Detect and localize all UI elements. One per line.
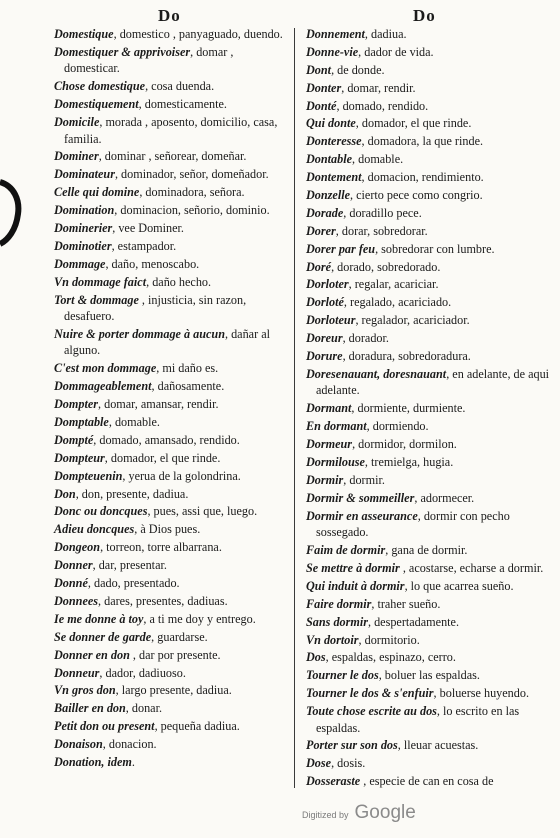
entry-headword: Dormir	[306, 472, 344, 487]
entry-translation: , donacion.	[102, 737, 157, 752]
entry-translation: , dorar, sobredorar.	[335, 223, 428, 238]
entry-translation: , dominacion, señorio, dominio.	[114, 203, 270, 218]
entry-translation: .	[131, 754, 135, 769]
entry-translation: , domar, rendir.	[341, 80, 416, 95]
entry-translation: , domesticamente.	[138, 97, 227, 112]
entry-headword: Dose	[306, 756, 332, 771]
entry-headword: Donné	[54, 576, 88, 591]
entry-headword: Dorer par feu	[306, 241, 376, 256]
entry-translation: , tremielga, hugia.	[364, 454, 454, 469]
entry-translation: , dormir.	[343, 472, 385, 487]
dictionary-entry	[50, 539, 288, 556]
entry-headword: Bailler en don	[54, 701, 126, 716]
dictionary-entry	[50, 682, 288, 699]
entry-headword: Dontement	[306, 170, 362, 185]
dictionary-entry	[302, 26, 552, 43]
entry-translation: , dadiua.	[364, 27, 407, 41]
dictionary-entry	[50, 220, 288, 237]
entry-translation: , domador, el que rinde.	[104, 450, 221, 465]
entry-headword: Dontable	[306, 152, 353, 167]
entry-translation: , dorado, sobredorado.	[331, 259, 441, 274]
entry-headword: Donnement	[306, 27, 365, 41]
entry-headword: Domestiquement	[54, 97, 139, 112]
dictionary-entry	[50, 521, 288, 538]
entry-translation: , dormir con pecho sossegado.	[316, 508, 510, 540]
dictionary-entry	[50, 202, 288, 219]
entry-headword: Se mettre à dormir	[306, 560, 400, 575]
dictionary-entry	[302, 294, 552, 311]
dictionary-entry	[302, 151, 552, 168]
entry-translation: , largo presente, dadiua.	[115, 683, 232, 698]
entry-translation: , dar, presentar.	[92, 558, 167, 573]
dictionary-entry	[50, 166, 288, 183]
entry-translation: , dañar al alguno.	[64, 326, 270, 358]
entry-headword: Toute chose escrite au dos	[306, 704, 437, 719]
dictionary-entry	[50, 26, 288, 43]
entry-headword: Donté	[306, 98, 337, 113]
dictionary-entry	[302, 44, 552, 61]
entry-headword: Nuire & porter dommage à aucun	[54, 326, 225, 341]
entry-headword: Dormant	[306, 401, 352, 416]
entry-headword: Faim de dormir	[306, 543, 386, 558]
right-column	[302, 26, 552, 791]
entry-headword: C'est mon dommage	[54, 361, 157, 376]
digitized-by-label: Digitized by	[302, 810, 349, 820]
entry-headword: En dormant	[306, 419, 367, 434]
entry-headword: Donaison	[54, 737, 103, 752]
entry-translation: , yerua de la golondrina.	[122, 468, 241, 483]
dictionary-entry	[302, 490, 552, 507]
entry-translation: , doradura, sobredoradura.	[342, 349, 471, 364]
entry-headword: Qui donte	[306, 116, 356, 131]
dictionary-entry	[50, 114, 288, 147]
dictionary-entry	[50, 292, 288, 325]
entry-headword: Dominerier	[54, 221, 113, 236]
entry-translation: , vee Dominer.	[112, 221, 184, 236]
dictionary-entry	[302, 436, 552, 453]
entry-headword: Dompter	[54, 397, 99, 412]
entry-headword: Dominateur	[54, 167, 115, 182]
left-column	[50, 26, 288, 772]
entry-translation: , regalador, acariciador.	[355, 313, 470, 328]
dictionary-entry	[50, 96, 288, 113]
google-watermark	[302, 802, 416, 824]
dictionary-entry	[302, 773, 552, 790]
running-header-right: Do	[413, 6, 436, 25]
entry-translation: , dominar , señorear, domeñar.	[98, 149, 247, 164]
entry-headword: Dorloté	[306, 295, 344, 310]
dictionary-entry	[302, 169, 552, 186]
entry-translation: , domar, amansar, rendir.	[98, 397, 219, 412]
entry-headword: Donne-vie	[306, 44, 359, 59]
dictionary-entry	[50, 238, 288, 255]
entry-headword: Tourner le dos & s'enfuir	[306, 686, 434, 701]
dictionary-entry	[302, 472, 552, 489]
dictionary-entry	[302, 596, 552, 613]
entry-headword: Dommage	[54, 256, 106, 271]
running-header-left: Do	[158, 6, 181, 25]
entry-headword: Tort & dommage	[54, 292, 139, 307]
entry-headword: Domicile	[54, 115, 100, 130]
entry-headword: Dompté	[54, 432, 94, 447]
dictionary-entry	[50, 378, 288, 395]
entry-headword: Petit don ou present	[54, 719, 155, 734]
entry-headword: Dominotier	[54, 238, 112, 253]
dictionary-entry	[50, 486, 288, 503]
entry-headword: Dormir en asseurance	[306, 508, 418, 523]
entry-headword: Don	[54, 486, 76, 501]
entry-headword: Dont	[306, 62, 332, 77]
dictionary-entry	[302, 454, 552, 471]
entry-translation: , domestico , panyaguado, duendo.	[113, 27, 283, 41]
entry-translation: , doradillo pece.	[343, 205, 422, 220]
entry-translation: , lo escrito en las espaldas.	[316, 704, 520, 735]
bleed-through-mark	[0, 178, 24, 248]
entry-headword: Donneur	[54, 665, 100, 680]
entry-translation: , dormiendo.	[366, 419, 429, 434]
dictionary-entry	[302, 508, 552, 541]
entry-translation: , cierto pece como congrio.	[350, 188, 483, 203]
dictionary-entry	[302, 312, 552, 329]
entry-translation: , de donde.	[331, 62, 385, 77]
dictionary-entry	[302, 241, 552, 258]
column-divider	[294, 28, 295, 788]
dictionary-entry	[302, 205, 552, 222]
entry-headword: Faire dormir	[306, 596, 372, 611]
entry-headword: Dos	[306, 650, 326, 665]
entry-headword: Donteresse	[306, 134, 362, 149]
dictionary-entry	[302, 614, 552, 631]
entry-headword: Dompteur	[54, 450, 105, 465]
entry-translation: , dañosamente.	[151, 379, 225, 394]
dictionary-entry	[302, 632, 552, 649]
dictionary-entry	[50, 450, 288, 467]
entry-headword: Domination	[54, 203, 115, 218]
dictionary-entry	[302, 755, 552, 772]
entry-translation: , lleuar acuestas.	[397, 738, 479, 753]
dictionary-entry	[50, 326, 288, 359]
entry-headword: Dorloter	[306, 277, 349, 292]
entry-translation: , regalado, acariciado.	[343, 295, 452, 310]
entry-translation: , daño, menoscabo.	[105, 256, 200, 271]
entry-translation: , morada , aposento, domicilio, casa, familia.	[64, 115, 278, 146]
entry-headword: Dorure	[306, 349, 343, 364]
entry-headword: Dormilouse	[306, 454, 365, 469]
dictionary-entry	[50, 414, 288, 431]
entry-headword: Dormeur	[306, 437, 353, 452]
entry-translation: , en adelante, de aqui adelante.	[316, 366, 550, 398]
dictionary-entry	[50, 432, 288, 449]
dictionary-entry	[50, 256, 288, 273]
entry-translation: , domadora, la que rinde.	[361, 134, 484, 149]
entry-headword: Vn gros don	[54, 683, 116, 698]
dictionary-entry	[50, 611, 288, 628]
entry-translation: , dormidor, dormilon.	[352, 437, 457, 452]
dictionary-entry	[302, 649, 552, 666]
entry-headword: Donner en don	[54, 647, 130, 662]
entry-translation: , sobredorar con lumbre.	[375, 241, 495, 256]
entry-headword: Dominer	[54, 149, 99, 164]
dictionary-entry	[302, 578, 552, 595]
dictionary-entry	[50, 647, 288, 664]
entry-headword: Domptable	[54, 415, 109, 430]
dictionary-entry	[50, 718, 288, 735]
entry-translation: , domacion, rendimiento.	[361, 170, 484, 185]
entry-translation: , dador de vida.	[358, 44, 434, 59]
entry-translation: , acostarse, echarse a dormir.	[399, 560, 544, 575]
dictionary-entry	[302, 133, 552, 150]
dictionary-entry	[302, 115, 552, 132]
entry-translation: , boluer las espaldas.	[378, 668, 480, 683]
dictionary-entry	[50, 360, 288, 377]
entry-translation: , lo que acarrea sueño.	[404, 578, 514, 593]
entry-translation: , a ti me doy y entrego.	[143, 611, 256, 626]
dictionary-entry	[50, 575, 288, 592]
entry-headword: Donnees	[54, 593, 99, 608]
entry-headword: Domestiquer & apprivoiser	[54, 44, 191, 59]
entry-translation: , espaldas, espinazo, cerro.	[325, 650, 456, 665]
entry-translation: , boluerse huyendo.	[433, 686, 529, 701]
dictionary-entry	[302, 366, 552, 399]
entry-translation: , pequeña dadiua.	[154, 719, 240, 734]
entry-translation: , especie de can en cosa de	[360, 774, 494, 789]
entry-translation: , domable.	[108, 415, 160, 430]
entry-translation: , cosa duenda.	[145, 79, 215, 94]
entry-translation: , dormitorio.	[358, 632, 420, 647]
entry-translation: , torreon, torre albarrana.	[100, 540, 222, 555]
entry-translation: , gana de dormir.	[385, 543, 468, 558]
entry-headword: Qui induit à dormir	[306, 578, 405, 593]
dictionary-entry	[50, 396, 288, 413]
entry-translation: , injusticia, sin razon, desafuero.	[64, 292, 247, 324]
dictionary-entry	[50, 44, 288, 77]
dictionary-entry	[302, 400, 552, 417]
dictionary-entry	[50, 557, 288, 574]
dictionary-entry	[50, 184, 288, 201]
entry-translation: , despertadamente.	[367, 614, 460, 629]
entry-headword: Dommageablement	[54, 379, 152, 394]
entry-headword: Tourner le dos	[306, 668, 379, 683]
entry-translation: , à Dios pues.	[134, 522, 201, 537]
entry-translation: , dormiente, durmiente.	[351, 401, 466, 416]
google-logo-text: Google	[354, 802, 416, 823]
entry-translation: , domado, rendido.	[336, 98, 429, 113]
dictionary-entry	[50, 754, 288, 771]
dictionary-entry	[50, 736, 288, 753]
dictionary-entry	[302, 187, 552, 204]
entry-headword: Doresenauant, doresnauant	[306, 366, 447, 381]
entry-translation: , traher sueño.	[371, 596, 441, 611]
entry-translation: , domar , domesticar.	[64, 44, 234, 76]
entry-translation: , dorador.	[342, 331, 389, 346]
dictionary-entry	[50, 503, 288, 520]
entry-headword: Dormir & sommeiller	[306, 490, 415, 505]
entry-headword: Donner	[54, 558, 93, 573]
entry-headword: Donter	[306, 80, 342, 95]
entry-translation: , mi daño es.	[156, 361, 219, 376]
entry-headword: Se donner de garde	[54, 629, 152, 644]
entry-translation: , regalar, acariciar.	[348, 277, 439, 292]
entry-translation: , dares, presentes, dadiuas.	[98, 593, 228, 608]
entry-translation: , dominador, señor, domeñador.	[114, 167, 269, 182]
dictionary-entry	[50, 468, 288, 485]
dictionary-entry	[302, 223, 552, 240]
entry-headword: Vn dortoir	[306, 632, 359, 647]
dictionary-entry	[50, 148, 288, 165]
entry-translation: , dador, dadiuoso.	[99, 665, 186, 680]
entry-translation: , dosis.	[331, 756, 366, 771]
entry-headword: Celle qui domine	[54, 185, 140, 200]
dictionary-entry	[50, 700, 288, 717]
entry-headword: Dorer	[306, 223, 336, 238]
entry-translation: , dar por presente.	[129, 647, 221, 662]
dictionary-entry	[302, 542, 552, 559]
entry-translation: , donar.	[125, 701, 162, 716]
dictionary-entry	[50, 593, 288, 610]
entry-translation: , domador, el que rinde.	[355, 116, 472, 131]
dictionary-entry	[302, 667, 552, 684]
dictionary-entry	[302, 348, 552, 365]
entry-headword: Domestique	[54, 27, 114, 41]
entry-headword: Dompteuenin	[54, 468, 123, 483]
dictionary-entry	[302, 80, 552, 97]
dictionary-entry	[302, 62, 552, 79]
entry-headword: Donzelle	[306, 188, 351, 203]
dictionary-entry	[50, 665, 288, 682]
entry-headword: Doré	[306, 259, 332, 274]
entry-headword: Chose domestique	[54, 79, 146, 94]
dictionary-entry	[302, 560, 552, 577]
entry-headword: Sans dormir	[306, 614, 368, 629]
entry-headword: Doreur	[306, 331, 343, 346]
entry-headword: Dosseraste	[306, 774, 361, 789]
entry-headword: Vn dommage faict	[54, 274, 147, 289]
dictionary-entry	[302, 703, 552, 736]
dictionary-entry	[302, 259, 552, 276]
dictionary-entry	[302, 330, 552, 347]
dictionary-entry	[302, 276, 552, 293]
entry-translation: , domado, amansado, rendido.	[93, 432, 240, 447]
entry-headword: Adieu doncques	[54, 522, 135, 537]
entry-translation: , estampador.	[111, 238, 177, 253]
entry-translation: , don, presente, dadiua.	[75, 486, 189, 501]
entry-translation: , daño hecho.	[146, 274, 212, 289]
dictionary-entry	[302, 418, 552, 435]
entry-headword: Dorloteur	[306, 313, 356, 328]
dictionary-entry	[50, 629, 288, 646]
dictionary-entry	[50, 78, 288, 95]
entry-translation: , adormecer.	[414, 490, 475, 505]
entry-translation: , domable.	[352, 152, 404, 167]
entry-headword: Ie me donne à toy	[54, 611, 144, 626]
entry-headword: Donc ou doncques	[54, 504, 148, 519]
entry-translation: , dominadora, señora.	[139, 185, 245, 200]
entry-translation: , dado, presentado.	[87, 576, 180, 591]
entry-headword: Donation, idem	[54, 754, 132, 769]
entry-translation: , pues, assi que, luego.	[147, 504, 258, 519]
entry-headword: Dongeon	[54, 540, 101, 555]
entry-headword: Porter sur son dos	[306, 738, 398, 753]
dictionary-entry	[302, 98, 552, 115]
dictionary-entry	[50, 274, 288, 291]
entry-translation: , guardarse.	[151, 629, 208, 644]
entry-headword: Dorade	[306, 205, 344, 220]
dictionary-entry	[302, 737, 552, 754]
dictionary-entry	[302, 685, 552, 702]
